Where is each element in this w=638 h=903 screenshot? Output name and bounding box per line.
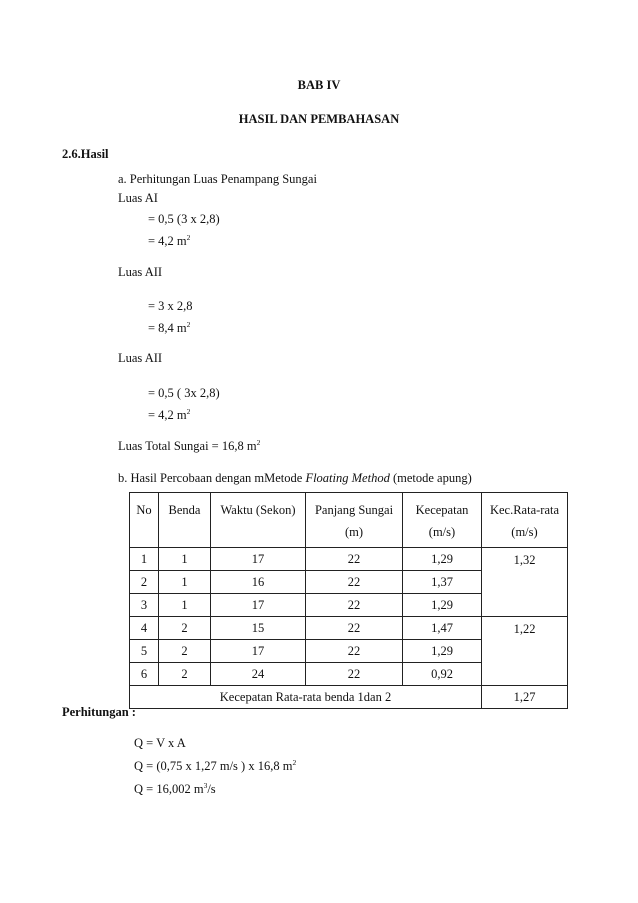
table-row xyxy=(130,617,568,640)
luas-ai-result: = 4,2 $m^2$ xyxy=(148,233,191,248)
cell-kecepatan: 1,29 xyxy=(403,594,482,617)
cell-panjang: 22 xyxy=(306,663,403,686)
footer-label: Kecepatan Rata-rata benda 1dan 2 xyxy=(130,686,482,709)
cell-panjang: 22 xyxy=(306,617,403,640)
perhitungan-heading: Perhitungan : xyxy=(62,705,136,719)
header-cell: Benda xyxy=(159,493,211,548)
cell-no: 3 xyxy=(130,594,159,617)
header-cell: No xyxy=(130,493,159,548)
table-header-row xyxy=(130,493,568,548)
cell-no: 1 xyxy=(130,548,159,571)
cell-kecepatan: 1,47 xyxy=(403,617,482,640)
table-row xyxy=(130,548,568,571)
header-cell: Kecepatan (m/s) xyxy=(403,493,482,548)
luas-total: Luas Total Sungai = 16,8 $m^2$ xyxy=(118,438,261,453)
cell-waktu: 15 xyxy=(211,617,306,640)
header-cell: Waktu (Sekon) xyxy=(211,493,306,548)
cell-waktu: 17 xyxy=(211,640,306,663)
part-a-heading: a. Perhitungan Luas Penampang Sungai xyxy=(118,172,317,186)
cell-kecepatan: 1,37 xyxy=(403,571,482,594)
cell-panjang: 22 xyxy=(306,594,403,617)
cell-benda: 1 xyxy=(159,548,211,571)
cell-benda: 1 xyxy=(159,594,211,617)
luas-ai-formula: = 0,5 (3 x 2,8) xyxy=(148,212,220,226)
luas-aii2-result: = 4,2 $m^2$ xyxy=(148,407,191,422)
luas-aii-result: = 8,4 $m^2$ xyxy=(148,320,191,335)
cell-kecepatan: 1,29 xyxy=(403,640,482,663)
table-footer-row xyxy=(130,686,568,709)
luas-aii-formula: = 3 x 2,8 xyxy=(148,299,193,313)
cell-avg-group2: 1,22 xyxy=(482,617,568,686)
cell-benda: 2 xyxy=(159,663,211,686)
cell-benda: 2 xyxy=(159,617,211,640)
formula-q: Q = V x A xyxy=(134,736,186,750)
cell-no: 2 xyxy=(130,571,159,594)
chapter-number: BAB IV xyxy=(297,78,341,92)
cell-no: 6 xyxy=(130,663,159,686)
cell-benda: 2 xyxy=(159,640,211,663)
cell-waktu: 24 xyxy=(211,663,306,686)
cell-waktu: 17 xyxy=(211,594,306,617)
header-cell: Kec.Rata-rata (m/s) xyxy=(482,493,568,548)
cell-panjang: 22 xyxy=(306,640,403,663)
chapter-title: HASIL DAN PEMBAHASAN xyxy=(238,112,400,126)
results-table xyxy=(129,492,568,709)
header-cell: Panjang Sungai (m) xyxy=(306,493,403,548)
luas-ai-label: Luas AI xyxy=(118,191,158,205)
luas-aii2-label: Luas AII xyxy=(118,351,163,365)
cell-waktu: 16 xyxy=(211,571,306,594)
formula-q-substituted: Q = (0,75 x 1,27 m/s ) x 16,8 $m^2$ xyxy=(134,758,297,773)
section-heading: 2.6.Hasil xyxy=(62,147,109,161)
footer-value: 1,27 xyxy=(482,686,568,709)
cell-avg-group1: 1,32 xyxy=(482,548,568,617)
cell-no: 5 xyxy=(130,640,159,663)
cell-kecepatan: 1,29 xyxy=(403,548,482,571)
cell-no: 4 xyxy=(130,617,159,640)
formula-q-result: Q = 16,002 $m^3/s$ xyxy=(134,781,216,796)
cell-waktu: 17 xyxy=(211,548,306,571)
luas-aii-label: Luas AII xyxy=(118,265,163,279)
cell-panjang: 22 xyxy=(306,571,403,594)
cell-benda: 1 xyxy=(159,571,211,594)
luas-aii2-formula: = 0,5 ( 3x 2,8) xyxy=(148,386,220,400)
part-b-heading: b. Hasil Percobaan dengan mMetode Floating Method (metode apung) xyxy=(118,471,472,485)
cell-panjang: 22 xyxy=(306,548,403,571)
cell-kecepatan: 0,92 xyxy=(403,663,482,686)
